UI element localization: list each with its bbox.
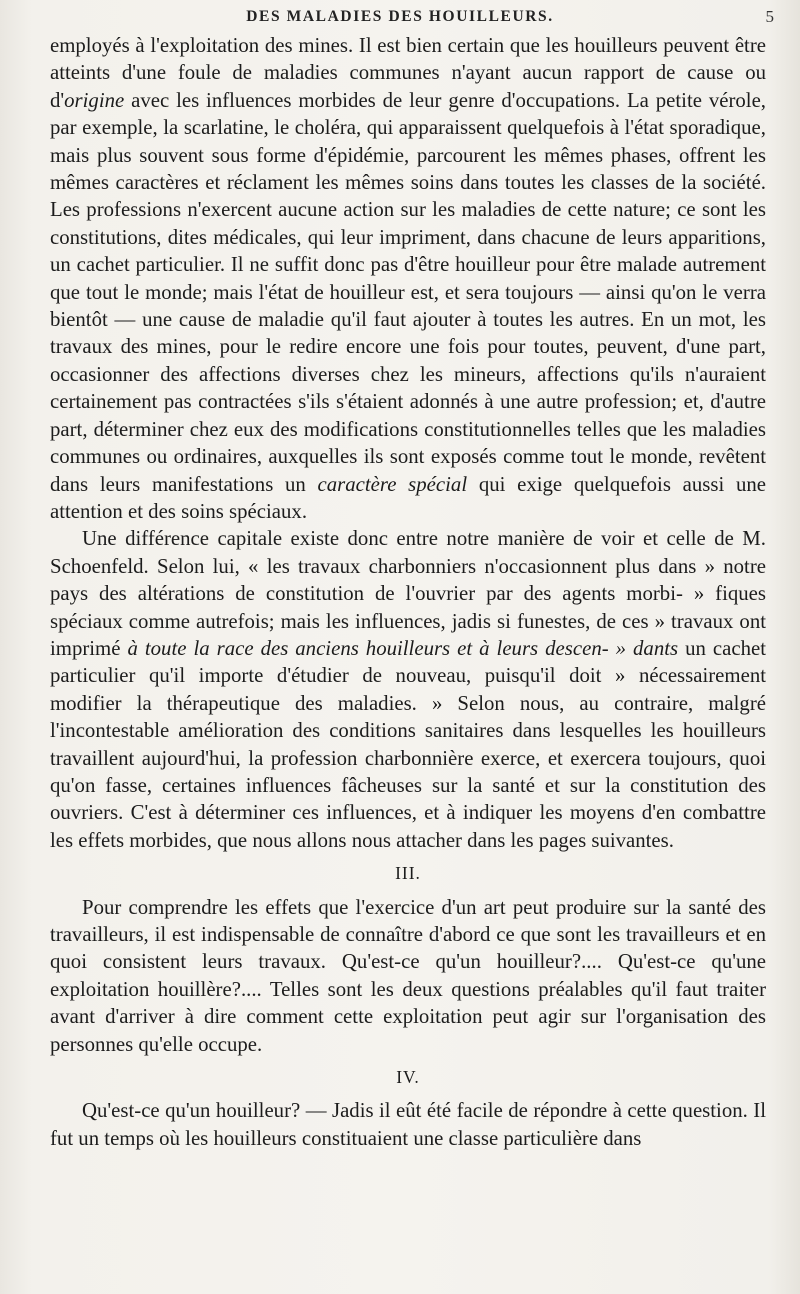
- paragraph-1: [50, 32, 766, 525]
- paragraph-2-text-a: Une différence capitale existe donc entre notre manière de voir et celle de M. Schoenfeld. Selon lui, « les travaux charbonniers n'occasionnent plus dans » notre pays des altérations de constitution de l'ouvrier par des agents morbi- » fiques spéciaux comme autrefois; mais les influences, jadis si funestes, de ces » travaux ont imprimé: [50, 527, 766, 660]
- paragraph-2-emphasis: à toute la race des anciens houilleurs et à leurs descen- » dants: [127, 636, 679, 660]
- paragraph-3: Pour comprendre les effets que l'exercice d'un art peut produire sur la santé des travailleurs, il est indispensable de connaître d'abord ce que sont les travailleurs et en quoi consistent leurs travaux. Qu'est-ce qu'un houilleur?.... Qu'est-ce qu'une exploitation houillère?.... Telles sont les deux questions préalables qu'il faut traiter avant d'arriver à dire comment cette exploitation peut agir sur l'organisation des personnes qu'elle occupe.: [50, 895, 766, 1056]
- page-number: 5: [765, 7, 774, 26]
- paragraph-2: [50, 525, 766, 854]
- body-text: [50, 32, 766, 1152]
- running-title: DES MALADIES DES HOUILLEURS.: [246, 8, 554, 25]
- section-heading-4: IV.: [396, 1067, 420, 1088]
- running-header: [0, 4, 800, 34]
- paragraph-1-emphasis-2: caractère spécial: [317, 472, 468, 496]
- paragraph-1-emphasis: origine: [64, 88, 125, 112]
- paragraph-2-text-b: un cachet particulier qu'il importe d'étudier de nouveau, puisqu'il doit » nécessairement modifier la thérapeutique des maladies. » Selon nous, au contraire, malgré l'incontestable amélioration des conditions sanitaires dans lesquelles les houilleurs travaillent aujourd'hui, la profession charbonnière exerce, et exercera toujours, quoi qu'on fasse, certaines influences fâcheuses sur la santé et sur la constitution des ouvriers. C'est à déterminer ces influences, et à indiquer les moyens d'en combattre les effets morbides, que nous allons nous attacher dans les pages suivantes.: [50, 636, 766, 852]
- paragraph-1-text-a: employés à l'exploitation des mines. Il est bien certain que les houilleurs peuvent être atteints d'une foule de maladies communes n'ayant aucun rapport de cause ou d': [50, 34, 766, 112]
- paragraph-4: Qu'est-ce qu'un houilleur? — Jadis il eût été facile de répondre à cette question. Il fut un temps où les houilleurs constituaient une classe particulière dans: [50, 1099, 766, 1150]
- paragraph-1-text-b: avec les influences morbides de leur genre d'occupations. La petite vérole, par exemple, la scarlatine, le choléra, qui apparaissent quelquefois à l'état sporadique, mais plus souvent sous forme d'épidémie, parcourent les mêmes phases, offrent les mêmes caractères et réclament les mêmes soins dans toutes les classes de la société. Les professions n'exercent aucune action sur les maladies de cette nature; ce sont les constitutions, dites médicales, qui leur impriment, dans chacune de leurs apparitions, un cachet particulier. Il ne suffit donc pas d'être houilleur pour être malade autrement que tout le monde; mais l'état de houilleur est, et sera toujours — ainsi qu'on le verra bientôt — une cause de maladie qu'il faut ajouter à toutes les autres. En un mot, les travaux des mines, pour le redire encore une fois pour toutes, peuvent, d'une part, occasionner des affections diverses chez les mineurs, affections qu'ils n'auraient certainement pas contractées s'ils s'étaient adonnés à une autre profession; et, d'autre part, déterminer chez eux des modifications constitutionnelles telles que les maladies communes ou ordinaires, auxquelles ils sont exposés comme tout le monde, revêtent dans leurs manifestations un: [50, 88, 766, 496]
- paragraph-1-text-c: qui exige quelquefois aussi une attention et des soins spéciaux.: [50, 472, 766, 523]
- section-heading-3: III.: [395, 863, 421, 884]
